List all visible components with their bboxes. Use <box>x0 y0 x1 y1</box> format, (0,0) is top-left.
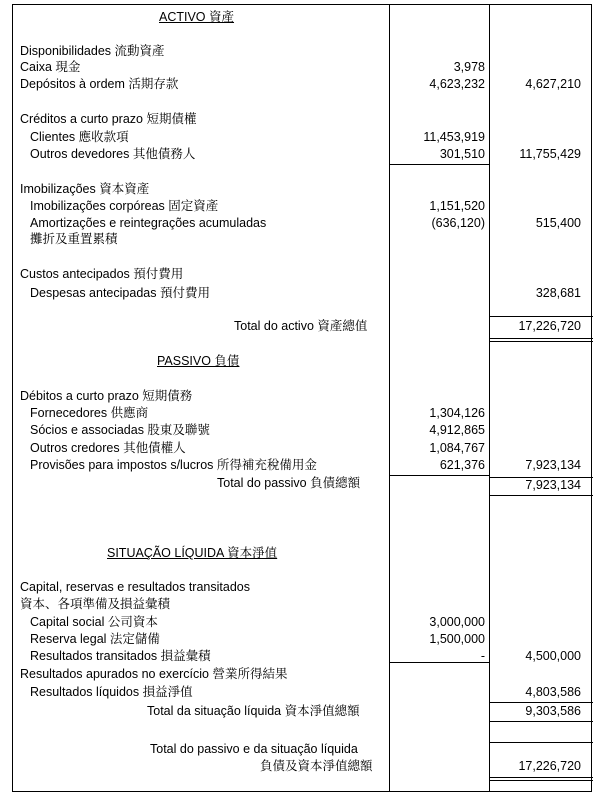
row-label: Outros credores 其他債權人 <box>30 441 186 455</box>
subtotal-value: 4,627,210 <box>525 77 581 91</box>
total-value: 9,303,586 <box>525 704 581 718</box>
grand-total-value: 17,226,720 <box>518 759 581 773</box>
row-label: 攤折及重置累積 <box>30 232 118 246</box>
total-value: 7,923,134 <box>525 478 581 492</box>
subtotal-value: 7,923,134 <box>525 458 581 472</box>
row-value: - <box>480 649 485 663</box>
group-heading: Disponibilidades 流動資產 <box>20 44 165 58</box>
column-divider <box>389 5 390 791</box>
total-rule <box>489 780 593 781</box>
group-heading: Custos antecipados 預付費用 <box>20 267 184 281</box>
group-heading: 資本、各項準備及損益彙積 <box>20 597 171 611</box>
row-value: 11,453,919 <box>423 130 485 144</box>
subtotal-rule <box>389 662 489 663</box>
total-label: Total da situação líquida 資本淨值總額 <box>147 704 360 718</box>
row-label: Imobilizações corpóreas 固定資產 <box>30 199 219 213</box>
row-value: 3,000,000 <box>429 615 485 629</box>
row-value: 3,978 <box>453 60 485 74</box>
total-rule <box>489 777 593 778</box>
row-label: Provisões para impostos s/lucros 所得補充稅備用金 <box>30 458 317 472</box>
row-label: Capital social 公司資本 <box>30 615 158 629</box>
row-value: 301,510 <box>439 147 485 161</box>
row-value: (636,120) <box>431 216 485 230</box>
subtotal-rule <box>389 164 489 165</box>
grand-total-label: Total do passivo e da situação líquida <box>150 742 358 756</box>
total-rule <box>489 338 593 339</box>
row-value: 621,376 <box>439 458 485 472</box>
subtotal-value: 4,803,586 <box>525 685 581 699</box>
total-label: Total do passivo 負債總額 <box>217 476 361 490</box>
group-heading: Créditos a curto prazo 短期債權 <box>20 112 197 126</box>
row-value: 1,500,000 <box>429 632 485 646</box>
group-heading: Imobilizações 資本資產 <box>20 182 150 196</box>
balance-sheet <box>12 4 592 792</box>
row-label: Fornecedores 供應商 <box>30 406 149 420</box>
total-rule <box>489 495 593 496</box>
row-label: Depósitos à ordem 活期存款 <box>20 77 179 91</box>
row-label: Amortizações e reintegrações acumuladas <box>30 216 267 230</box>
subtotal-value: 328,681 <box>535 286 581 300</box>
row-label: Caixa 現金 <box>20 60 81 74</box>
column-divider <box>489 5 490 791</box>
section-title-activo: ACTIVO 資產 <box>159 10 235 24</box>
group-heading: Resultados apurados no exercício 營業所得結果 <box>20 667 288 681</box>
row-value: 4,912,865 <box>429 423 485 437</box>
section-title-passivo: PASSIVO 負債 <box>157 354 240 368</box>
row-label: Reserva legal 法定儲備 <box>30 632 160 646</box>
group-heading: Débitos a curto prazo 短期債務 <box>20 389 193 403</box>
row-value: 1,304,126 <box>429 406 485 420</box>
total-value: 17,226,720 <box>518 319 581 333</box>
row-value: 1,151,520 <box>429 199 485 213</box>
subtotal-value: 11,755,429 <box>519 147 581 161</box>
subtotal-value: 4,500,000 <box>525 649 581 663</box>
grand-total-label: 負債及資本淨值總額 <box>260 759 373 773</box>
row-value: 4,623,232 <box>429 77 485 91</box>
row-label: Resultados transitados 損益彙積 <box>30 649 211 663</box>
row-label: Outros devedores 其他債務人 <box>30 147 196 161</box>
row-label: Clientes 應收款項 <box>30 130 129 144</box>
section-title-situacao: SITUAÇÃO LÍQUIDA 資本淨值 <box>107 546 278 560</box>
total-rule <box>489 341 593 342</box>
row-label: Despesas antecipadas 預付費用 <box>30 286 210 300</box>
subtotal-value: 515,400 <box>535 216 581 230</box>
total-rule <box>489 742 593 743</box>
total-label: Total do activo 資產總值 <box>234 319 368 333</box>
group-heading: Capital, reservas e resultados transitados <box>20 580 250 594</box>
total-rule <box>489 316 593 317</box>
total-rule <box>489 702 593 703</box>
row-label: Sócios e associadas 股東及聯號 <box>30 423 210 437</box>
total-rule <box>489 721 593 722</box>
subtotal-rule <box>389 475 489 476</box>
row-label: Resultados líquidos 損益淨值 <box>30 685 193 699</box>
row-value: 1,084,767 <box>429 441 485 455</box>
